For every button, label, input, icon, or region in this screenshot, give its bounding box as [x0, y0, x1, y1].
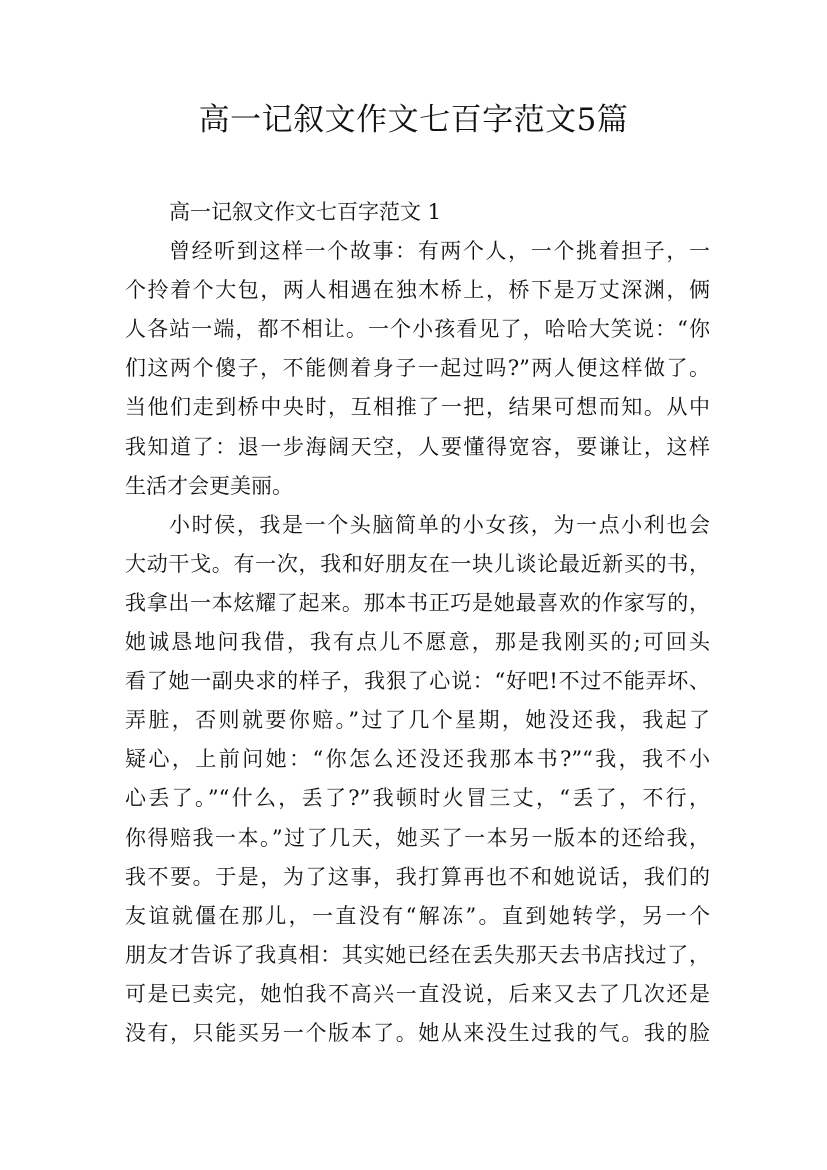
- paragraph-line: 我知道了：退一步海阔天空，人要懂得宽容，要谦让，这样: [125, 434, 710, 459]
- paragraph-line: 她诚恳地问我借，我有点儿不愿意，那是我刚买的;可回头: [125, 630, 710, 655]
- paragraph-line: 没有，只能买另一个版本了。她从来没生过我的气。我的脸: [125, 1020, 710, 1045]
- paragraph-line: 当他们走到桥中央时，互相推了一把，结果可想而知。从中: [125, 395, 710, 420]
- paragraph-line: 大动干戈。有一次，我和好朋友在一块儿谈论最近新买的书，: [125, 551, 710, 576]
- document-body: [125, 193, 710, 1053]
- paragraph-line: 生活才会更美丽。: [125, 473, 293, 498]
- paragraph-line: 曾经听到这样一个故事：有两个人，一个挑着担子，一: [169, 239, 710, 264]
- paragraph-line: 我不要。于是，为了这事，我打算再也不和她说话，我们的: [125, 864, 710, 889]
- document-title: 高一记叙文作文七百字范文5篇: [198, 102, 629, 138]
- paragraph-line: 可是已卖完，她怕我不高兴一直没说，后来又去了几次还是: [125, 981, 710, 1006]
- paragraph-line: 弄脏，否则就要你赔。”过了几个星期，她没还我，我起了: [125, 708, 710, 733]
- paragraph-line: 心丢了。”“什么，丢了?”我顿时火冒三丈，“丢了，不行，: [125, 786, 710, 811]
- paragraph-line: 友谊就僵在那儿，一直没有“解冻”。直到她转学，另一个: [125, 903, 710, 928]
- paragraph-line: 疑心，上前问她：“你怎么还没还我那本书?”“我，我不小: [125, 747, 710, 772]
- section-heading: 高一记叙文作文七百字范文 1: [169, 200, 442, 224]
- paragraph-line: 个拎着个大包，两人相遇在独木桥上，桥下是万丈深渊，俩: [125, 278, 710, 303]
- paragraph-line: 人各站一端，都不相让。一个小孩看见了，哈哈大笑说：“你: [125, 317, 710, 342]
- paragraph-line: 小时侯，我是一个头脑简单的小女孩，为一点小利也会: [169, 512, 710, 537]
- paragraph-line: 你得赔我一本。”过了几天，她买了一本另一版本的还给我，: [125, 825, 710, 850]
- paragraph-line: 朋友才告诉了我真相：其实她已经在丢失那天去书店找过了，: [125, 942, 710, 967]
- paragraph-line: 们这两个傻子，不能侧着身子一起过吗?”两人便这样做了。: [125, 356, 710, 381]
- paragraph-line: 看了她一副央求的样子，我狠了心说：“好吧!不过不能弄坏、: [125, 669, 710, 694]
- paragraph-line: 我拿出一本炫耀了起来。那本书正巧是她最喜欢的作家写的，: [125, 590, 710, 615]
